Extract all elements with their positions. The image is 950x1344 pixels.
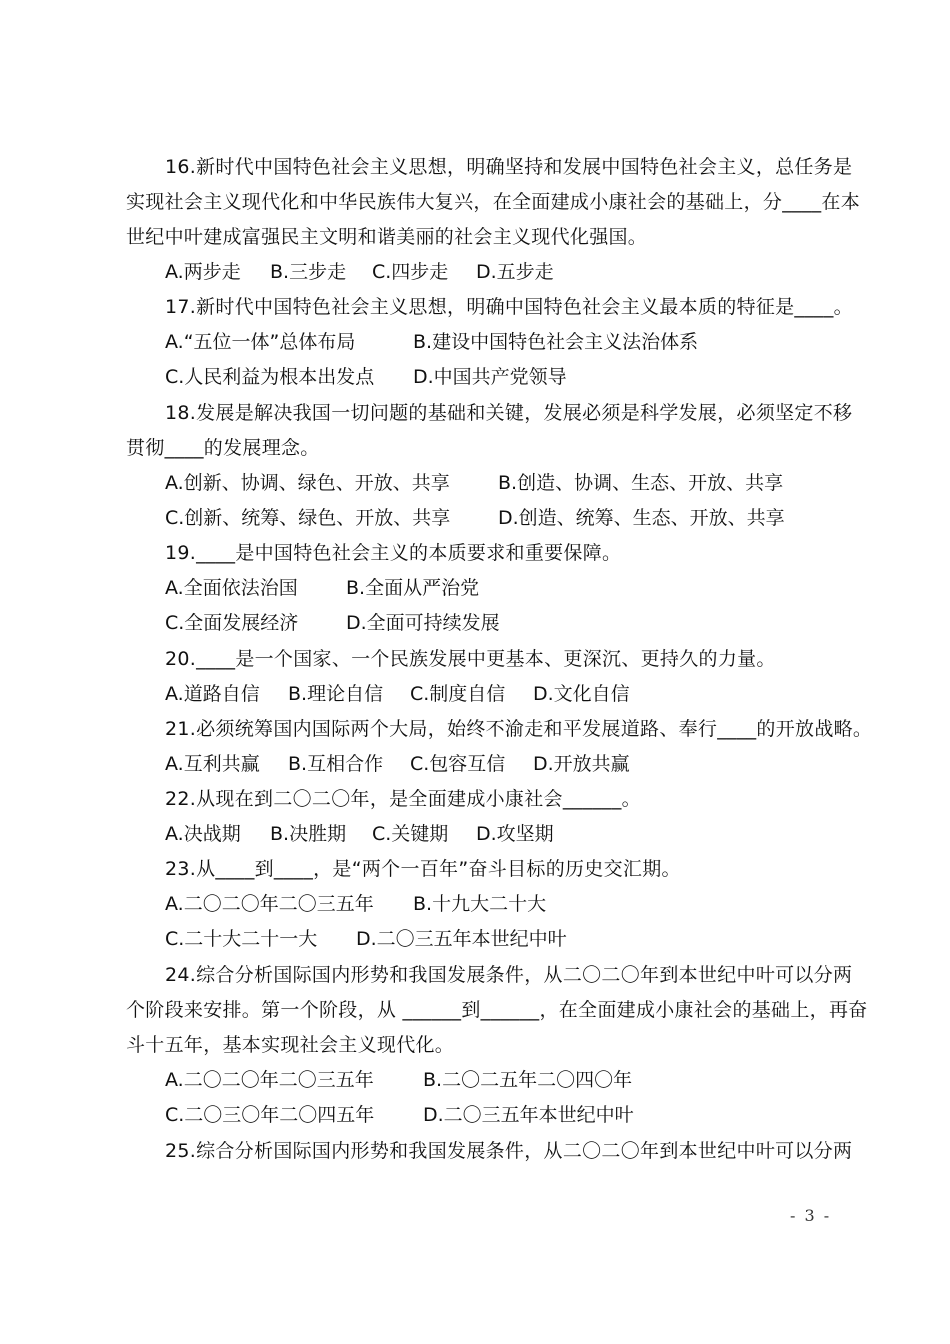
question-25-line-1: 25.综合分析国际国内形势和我国发展条件，从二〇二〇年到本世纪中叶可以分两 [165, 1140, 853, 1162]
question-24-line-3: 斗十五年，基本实现社会主义现代化。 [126, 1034, 455, 1056]
question-18-option-a: A.创新、协调、绿色、开放、共享 [165, 472, 450, 494]
question-24-option-c: C.二〇三〇年二〇四五年 [165, 1104, 375, 1126]
question-17-option-b: B.建设中国特色社会主义法治体系 [413, 331, 699, 353]
question-20-option-c: C.制度自信 [410, 683, 506, 705]
question-20-option-d: D.文化自信 [533, 683, 630, 705]
question-24-line-1: 24.综合分析国际国内形势和我国发展条件，从二〇二〇年到本世纪中叶可以分两 [165, 964, 853, 986]
question-18-option-c: C.创新、统筹、绿色、开放、共享 [165, 507, 451, 529]
question-16-option-b: B.三步走 [270, 261, 347, 283]
question-21-option-b: B.互相合作 [288, 753, 384, 775]
question-19-line-1: 19.____是中国特色社会主义的本质要求和重要保障。 [165, 542, 622, 564]
question-22-option-c: C.关键期 [372, 823, 449, 845]
question-16-line-1: 16.新时代中国特色社会主义思想，明确坚持和发展中国特色社会主义，总任务是 [165, 156, 853, 178]
question-16-option-a: A.两步走 [165, 261, 241, 283]
question-16-option-c: C.四步走 [372, 261, 449, 283]
question-24-line-2: 个阶段来安排。第一个阶段，从 ______到______，在全面建成小康社会的基础上，再奋 [126, 999, 868, 1021]
question-22-option-b: B.决胜期 [270, 823, 347, 845]
question-17-option-a: A.“五位一体”总体布局 [165, 331, 356, 353]
question-18-line-2: 贯彻____的发展理念。 [126, 437, 320, 459]
question-17-line-1: 17.新时代中国特色社会主义思想，明确中国特色社会主义最本质的特征是____。 [165, 296, 853, 318]
question-18-option-b: B.创造、协调、生态、开放、共享 [498, 472, 784, 494]
question-20-option-a: A.道路自信 [165, 683, 260, 705]
question-21-line-1: 21.必须统筹国内国际两个大局，始终不渝走和平发展道路、奉行____的开放战略。 [165, 718, 873, 740]
question-21-option-c: C.包容互信 [410, 753, 506, 775]
question-16-option-d: D.五步走 [476, 261, 554, 283]
question-18-option-d: D.创造、统筹、生态、开放、共享 [498, 507, 785, 529]
question-20-option-b: B.理论自信 [288, 683, 384, 705]
question-17-option-d: D.中国共产党领导 [413, 366, 567, 388]
question-18-line-1: 18.发展是解决我国一切问题的基础和关键，发展必须是科学发展，必须坚定不移 [165, 402, 853, 424]
question-21-option-a: A.互利共赢 [165, 753, 260, 775]
question-20-line-1: 20.____是一个国家、一个民族发展中更基本、更深沉、更持久的力量。 [165, 648, 776, 670]
question-22-line-1: 22.从现在到二〇二〇年，是全面建成小康社会______。 [165, 788, 641, 810]
question-19-option-a: A.全面依法治国 [165, 577, 298, 599]
question-23-line-1: 23.从____到____，是“两个一百年”奋斗目标的历史交汇期。 [165, 858, 681, 880]
question-21-option-d: D.开放共赢 [533, 753, 630, 775]
question-16-line-3: 世纪中叶建成富强民主文明和谐美丽的社会主义现代化强国。 [126, 226, 648, 248]
question-24-option-b: B.二〇二五年二〇四〇年 [423, 1069, 633, 1091]
question-16-line-2: 实现社会主义现代化和中华民族伟大复兴，在全面建成小康社会的基础上，分____在本 [126, 191, 861, 213]
question-19-option-d: D.全面可持续发展 [346, 612, 500, 634]
question-22-option-a: A.决战期 [165, 823, 241, 845]
question-23-option-b: B.十九大二十大 [413, 893, 547, 915]
page-number: - 3 - [790, 1206, 832, 1225]
question-23-option-d: D.二〇三五年本世纪中叶 [356, 928, 567, 950]
question-24-option-a: A.二〇二〇年二〇三五年 [165, 1069, 374, 1091]
question-19-option-b: B.全面从严治党 [346, 577, 480, 599]
question-22-option-d: D.攻坚期 [476, 823, 554, 845]
question-23-option-c: C.二十大二十一大 [165, 928, 318, 950]
question-17-option-c: C.人民利益为根本出发点 [165, 366, 375, 388]
question-19-option-c: C.全面发展经济 [165, 612, 299, 634]
question-24-option-d: D.二〇三五年本世纪中叶 [423, 1104, 634, 1126]
question-23-option-a: A.二〇二〇年二〇三五年 [165, 893, 374, 915]
